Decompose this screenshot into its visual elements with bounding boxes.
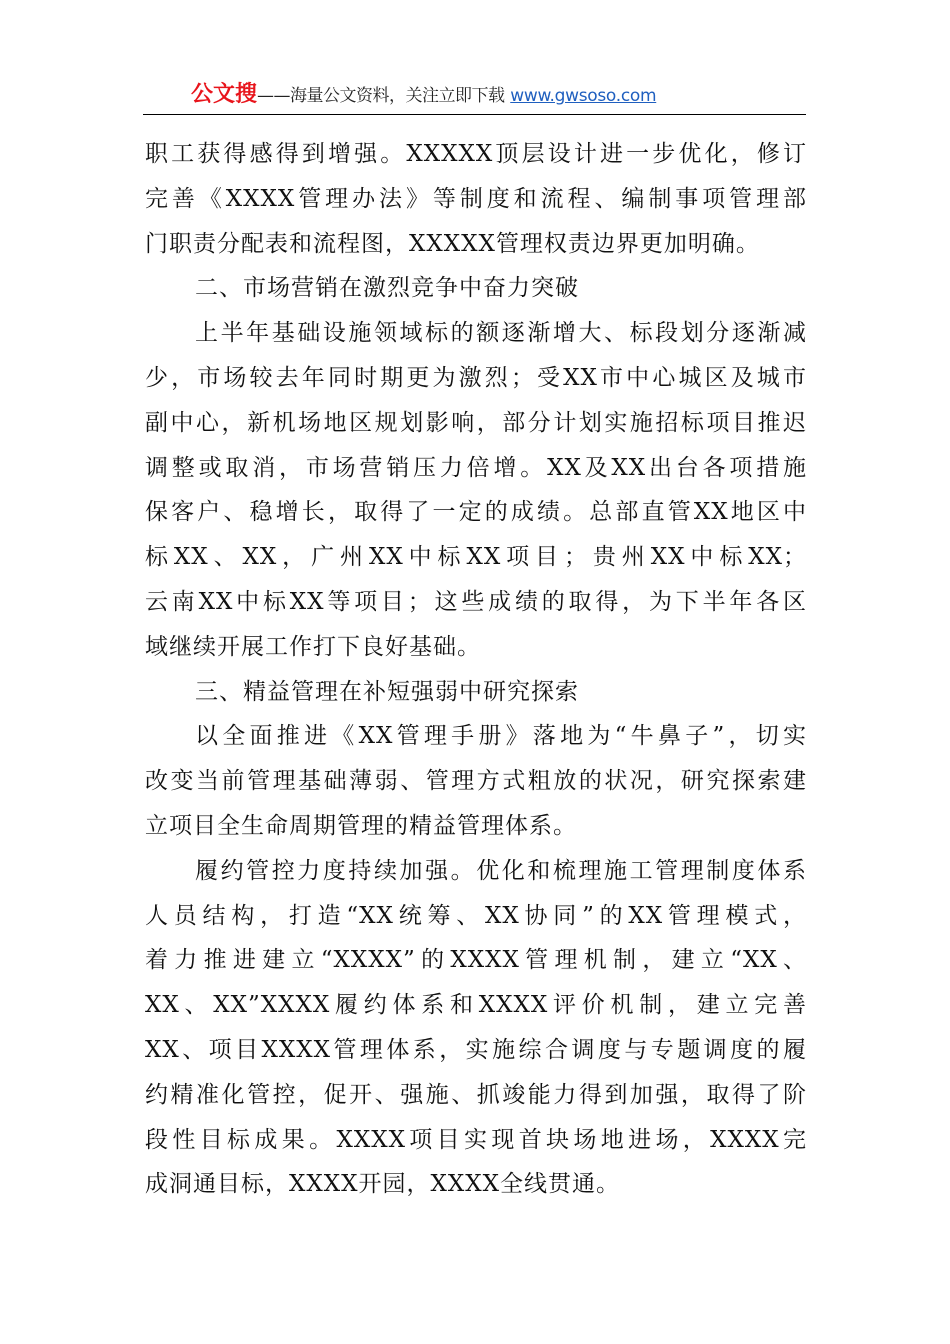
paragraph-2 [145,311,807,669]
page-header [143,80,806,115]
text-line: 约精准化管控，促开、强施、抓竣能力得到加强，取得了阶 [145,1081,807,1108]
section-heading-2: 二、市场营销在激烈竞争中奋力突破 [195,275,579,302]
brand-logo-text: 公文搜 [191,82,258,107]
text-line: 立项目全生命周期管理的精益管理体系。 [145,812,577,839]
text-line: 门职责分配表和流程图，XXXXX管理权责边界更加明确。 [145,230,760,257]
text-line: 成洞通目标，XXXX开园，XXXX全线贯通。 [145,1171,620,1198]
text-line: 改变当前管理基础薄弱、管理方式粗放的状况，研究探索建 [145,768,807,795]
text-line: 副中心，新机场地区规划影响，部分计划实施招标项目推迟 [145,409,807,436]
text-line: 少，市场较去年同时期更为激烈；受XX市中心城区及城市 [145,364,807,391]
text-line: 上半年基础设施领域标的额逐渐增大、标段划分逐渐减 [195,320,807,347]
text-line: 以全面推进《XX管理手册》落地为“牛鼻子”，切实 [195,723,807,750]
header-tagline: ——海量公文资料，关注立即下载 [257,86,505,106]
text-line: 着力推进建立“XXXX”的XXXX管理机制，建立“XX、 [145,947,807,974]
text-line: XX、XX”XXXX履约体系和XXXX评价机制，建立完善 [145,992,807,1019]
text-line: 域继续开展工作打下良好基础。 [145,633,481,660]
text-line: 履约管控力度持续加强。优化和梳理施工管理制度体系 [195,857,807,884]
text-line: 完善《XXXX管理办法》等制度和流程、编制事项管理部 [145,185,807,212]
document-body [145,132,807,1207]
text-line: XX、项目XXXX管理体系，实施综合调度与专题调度的履 [145,1036,807,1063]
text-line: 调整或取消，市场营销压力倍增。XX及XX出台各项措施 [145,454,807,481]
text-line: 人员结构，打造“XX统筹、XX协同”的XX管理模式， [145,902,807,929]
paragraph-3 [145,714,807,848]
paragraph-1 [145,132,807,266]
text-line: 职工获得感得到增强。XXXXX顶层设计进一步优化，修订 [145,141,807,167]
text-line: 云南XX中标XX等项目；这些成绩的取得，为下半年各区 [145,588,807,615]
section-heading-3: 三、精益管理在补短强弱中研究探索 [195,678,579,705]
header-banner [191,83,656,108]
website-link[interactable]: www.gwsoso.com [510,86,657,106]
paragraph-4 [145,849,807,1207]
text-line: 段性目标成果。XXXX项目实现首块场地进场，XXXX完 [145,1126,807,1153]
text-line: 标XX、XX，广州XX中标XX项目；贵州XX中标XX； [145,544,807,571]
text-line: 保客户、稳增长，取得了一定的成绩。总部直管XX地区中 [145,499,807,526]
